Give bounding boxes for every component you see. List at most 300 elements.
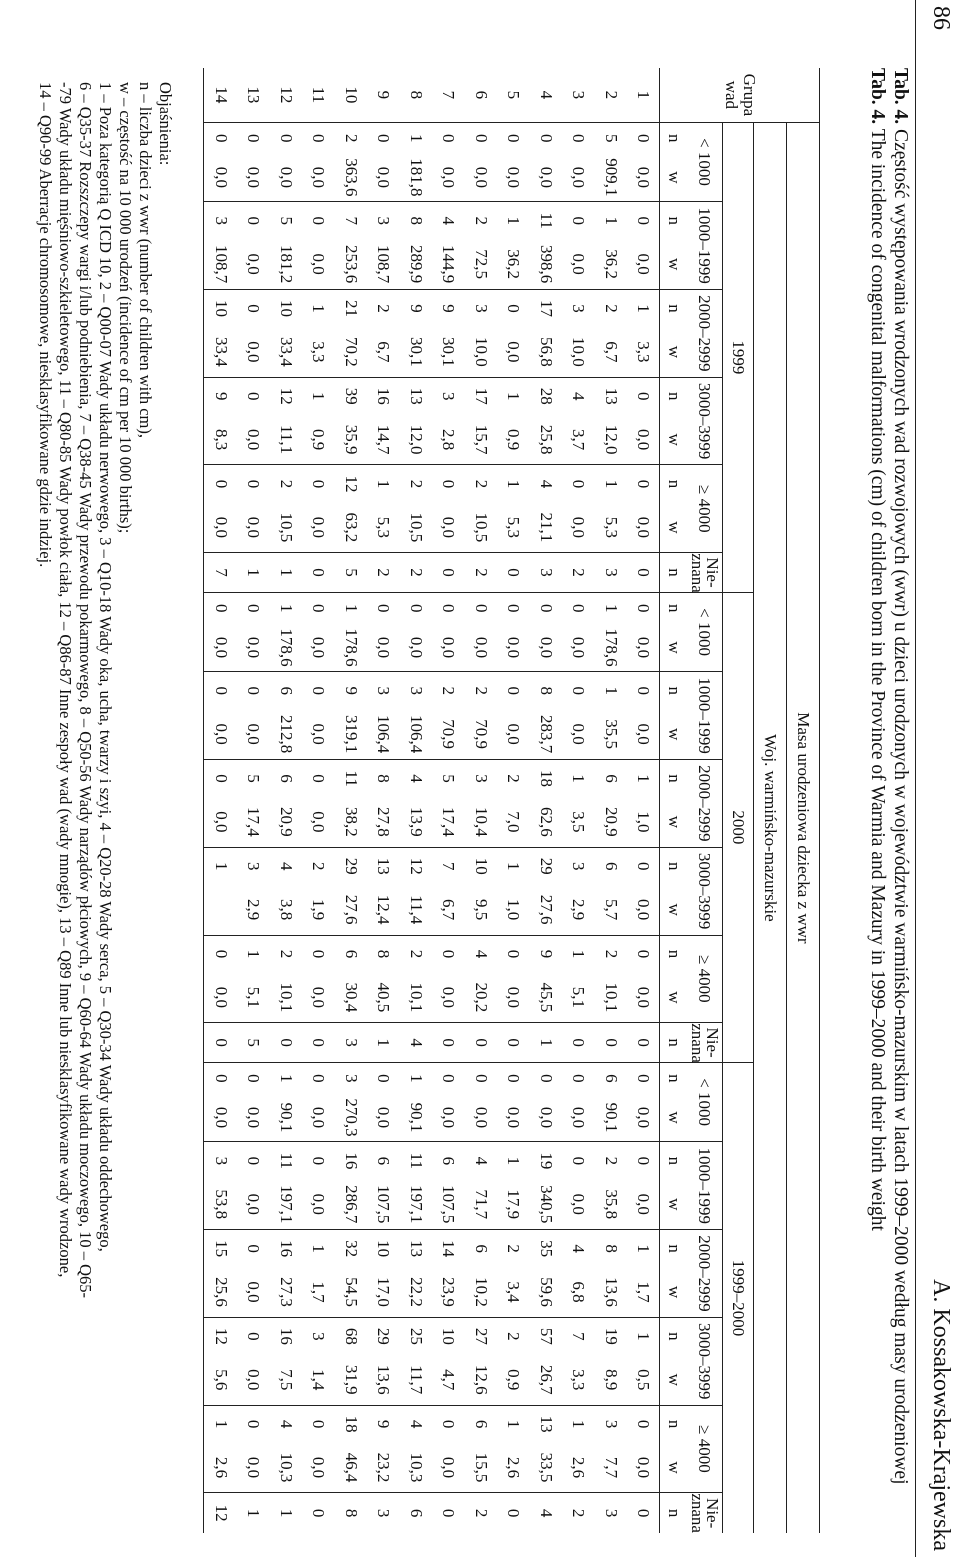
table-row	[530, 68, 563, 1533]
incidence-cell: 0,0	[244, 1193, 264, 1215]
count-cell: 6	[595, 847, 628, 885]
incidence-cell: 5,3	[374, 516, 394, 538]
incidence-cell: 0,9	[504, 428, 524, 451]
incidence-cell: 40,5	[374, 982, 394, 1013]
notes-title: Objaśnienia:	[156, 82, 175, 166]
incidence-cell: 0,0	[374, 166, 394, 189]
notes-n-definition: n – liczba dzieci z wwr (number of children with cm),	[136, 82, 155, 438]
count-cell: 19	[530, 1142, 563, 1180]
table-notes	[35, 82, 175, 1542]
count-cell: 0	[237, 122, 270, 153]
weight-class-header: 2000–2999	[688, 760, 723, 848]
count-cell: 0	[400, 592, 433, 623]
count-cell: 2	[270, 465, 303, 503]
incidence-cell: 178,6	[342, 628, 361, 667]
unknown-weight-header: Nie- znana	[688, 1493, 722, 1533]
count-cell: 6	[595, 760, 628, 798]
incidence-cell: 0,0	[439, 1456, 459, 1479]
count-cell: 3	[432, 377, 465, 415]
incidence-cell: 212,8	[277, 715, 296, 754]
count-cell: 9	[335, 672, 368, 710]
count-cell: 0	[237, 1062, 270, 1093]
incidence-cell: 8,3	[204, 415, 237, 465]
count-cell: 3	[367, 202, 400, 240]
count-cell: 4	[530, 465, 563, 503]
count-column-header: n	[660, 289, 688, 327]
count-cell: 0	[432, 465, 465, 503]
incidence-cell: 6,7	[439, 899, 459, 921]
incidence-cell: 0,0	[634, 1106, 654, 1129]
table-caption	[866, 68, 912, 1538]
count-cell: 1	[627, 1230, 660, 1268]
count-cell: 0	[562, 672, 595, 710]
count-cell: 8	[530, 672, 563, 710]
incidence-cell: 59,6	[537, 1277, 556, 1307]
incidence-cell: 23,9	[439, 1277, 459, 1307]
count-column-header: n	[660, 377, 688, 415]
incidence-cell: 107,5	[439, 1185, 459, 1224]
count-cell: 9	[400, 289, 433, 327]
incidence-column-header: w	[660, 503, 688, 553]
count-cell: 19	[595, 1317, 628, 1355]
incidence-cell: 283,7	[537, 715, 556, 754]
count-cell: 4	[562, 1230, 595, 1268]
count-cell: 0	[204, 1062, 237, 1093]
incidence-cell: 0,0	[634, 253, 654, 275]
incidence-cell: 0,0	[634, 1456, 654, 1479]
count-cell: 10	[270, 289, 303, 327]
notes-w-definition: w – częstość na 10 000 urodzeń (incidence of cm per 10 000 births);	[116, 82, 135, 534]
incidence-cell: 909,1	[602, 158, 621, 197]
incidence-cell: 46,4	[342, 1452, 361, 1483]
incidence-cell: 2,6	[504, 1456, 524, 1479]
count-cell: 9	[204, 377, 237, 415]
count-cell: 0	[465, 592, 498, 623]
incidence-cell: 3,7	[569, 428, 589, 451]
count-cell: 6	[465, 1230, 498, 1268]
incidence-cell: 0,0	[472, 166, 491, 189]
incidence-cell: 197,1	[277, 1185, 296, 1224]
unknown-count-cell: 0	[302, 553, 335, 593]
incidence-cell: 178,6	[277, 628, 296, 667]
count-cell: 2	[465, 672, 498, 710]
incidence-column-header: w	[660, 797, 688, 847]
incidence-cell: 289,9	[407, 244, 426, 284]
count-cell: 11	[270, 1142, 303, 1180]
count-cell: 0	[237, 1142, 270, 1180]
incidence-column-header: w	[660, 415, 688, 465]
count-cell: 29	[367, 1317, 400, 1355]
count-cell: 2	[367, 289, 400, 327]
incidence-cell: 0,0	[309, 723, 329, 745]
incidence-cell: 0,0	[277, 166, 296, 189]
count-cell: 5	[237, 760, 270, 798]
count-cell: 4	[270, 1405, 303, 1443]
incidence-cell: 10,5	[277, 512, 296, 543]
unknown-count-cell: 0	[627, 1023, 660, 1063]
incidence-cell: 7,0	[504, 811, 524, 833]
unknown-count-cell: 0	[302, 1023, 335, 1063]
incidence-cell: 0,0	[244, 341, 264, 363]
incidence-cell: 0,0	[439, 1106, 459, 1129]
incidence-table	[204, 68, 821, 1533]
incidence-cell: 71,7	[472, 1189, 491, 1220]
count-cell: 12	[335, 465, 368, 503]
count-cell: 2	[432, 672, 465, 710]
incidence-cell: 12,0	[407, 424, 426, 455]
count-cell: 0	[497, 935, 530, 973]
group-cell: 3	[569, 90, 589, 100]
incidence-cell: 21,1	[537, 512, 556, 543]
count-column-header: n	[660, 592, 688, 623]
incidence-cell: 363,6	[342, 158, 361, 197]
count-cell: 0	[562, 1142, 595, 1180]
weight-class-header: ≥ 4000	[688, 1405, 723, 1493]
count-cell: 1	[497, 847, 530, 885]
incidence-cell: 0,0	[309, 811, 329, 833]
count-cell: 0	[302, 760, 335, 798]
count-column-header: n	[660, 122, 688, 153]
incidence-column-header: w	[660, 239, 688, 289]
table-row	[595, 68, 628, 1533]
incidence-cell: 0,0	[204, 709, 237, 759]
count-cell: 0	[627, 1142, 660, 1180]
incidence-cell: 0,9	[309, 428, 329, 451]
unknown-count-cell: 0	[270, 1023, 303, 1063]
count-cell: 0	[627, 122, 660, 153]
year-header-1999: 1999	[723, 122, 754, 592]
count-cell: 39	[335, 377, 368, 415]
top-header: Masa urodzeniowa dziecka z wwr	[787, 122, 820, 1533]
incidence-cell: 319,1	[342, 715, 361, 754]
count-cell: 16	[270, 1317, 303, 1355]
incidence-cell: 0,0	[439, 986, 459, 1009]
incidence-cell: 10,3	[277, 1452, 296, 1483]
count-cell: 0	[237, 1230, 270, 1268]
group-cell: 10	[342, 86, 361, 104]
unknown-count-cell: 1	[237, 1493, 270, 1533]
count-cell: 13	[530, 1405, 563, 1443]
incidence-cell: 4,7	[439, 1369, 459, 1391]
unknown-count-cell: 2	[562, 1493, 595, 1533]
year-header-1999-2000: 1999–2000	[723, 1062, 754, 1533]
count-column-header: n	[660, 1405, 688, 1443]
incidence-cell: 17,4	[244, 807, 264, 837]
incidence-cell: 2,6	[569, 1456, 589, 1479]
incidence-column-header: w	[660, 1094, 688, 1142]
table-row	[432, 68, 465, 1533]
incidence-cell: 26,7	[537, 1364, 556, 1395]
incidence-cell: 286,7	[342, 1185, 361, 1224]
count-cell: 5	[595, 122, 628, 153]
group-cell: 14	[204, 68, 237, 122]
count-cell: 1	[595, 672, 628, 710]
incidence-column-header: w	[660, 327, 688, 377]
count-cell: 5	[432, 760, 465, 798]
unknown-count-cell: 12	[204, 1493, 237, 1533]
incidence-cell: 1,0	[634, 811, 654, 833]
count-cell: 0	[627, 1405, 660, 1443]
incidence-cell: 12,4	[374, 894, 394, 925]
count-cell: 0	[562, 122, 595, 153]
unknown-count-cell: 6	[400, 1493, 433, 1533]
incidence-cell: 53,8	[204, 1179, 237, 1229]
incidence-cell: 0,0	[634, 723, 654, 745]
weight-class-header: 1000–1999	[688, 1142, 723, 1230]
table-row	[204, 68, 237, 1533]
weight-class-header: < 1000	[688, 122, 723, 201]
table-wrapper	[204, 68, 821, 1533]
count-cell: 0	[627, 202, 660, 240]
incidence-cell: 0,0	[204, 503, 237, 553]
count-cell: 8	[367, 935, 400, 973]
unknown-weight-header: Nie- znana	[688, 1023, 722, 1063]
count-cell: 12	[204, 1317, 237, 1355]
count-cell: 1	[204, 847, 237, 885]
count-cell: 1	[627, 760, 660, 798]
count-cell: 9	[432, 289, 465, 327]
incidence-cell: 10,0	[472, 336, 491, 367]
count-cell: 0	[530, 122, 563, 153]
incidence-cell: 2,8	[439, 428, 459, 451]
incidence-cell: 70,9	[472, 719, 491, 750]
table-row	[302, 68, 335, 1533]
count-cell: 5	[270, 202, 303, 240]
incidence-cell: 0,0	[309, 253, 329, 275]
incidence-cell: 0,0	[504, 636, 524, 659]
incidence-cell: 0,0	[309, 1106, 329, 1129]
incidence-cell: 0,0	[204, 973, 237, 1023]
unknown-count-cell: 5	[237, 1023, 270, 1063]
count-column-header: n	[660, 935, 688, 973]
count-cell: 3	[465, 760, 498, 798]
incidence-cell: 0,0	[309, 166, 329, 189]
count-cell: 6	[335, 935, 368, 973]
count-cell: 17	[530, 289, 563, 327]
incidence-cell: 10,3	[407, 1452, 426, 1483]
count-cell: 0	[302, 465, 335, 503]
unknown-count-cell: 3	[595, 553, 628, 593]
incidence-cell: 178,6	[602, 628, 621, 667]
group-column-header: Grupa wad	[660, 68, 820, 122]
count-cell: 10	[465, 847, 498, 885]
incidence-cell: 0,0	[309, 1193, 329, 1215]
count-cell: 2	[595, 935, 628, 973]
incidence-cell	[204, 885, 237, 935]
incidence-cell: 10,5	[472, 512, 491, 543]
incidence-cell: 0,0	[634, 986, 654, 1009]
count-cell: 3	[335, 1062, 368, 1093]
incidence-cell: 5,1	[569, 986, 589, 1009]
incidence-cell: 5,3	[602, 516, 621, 538]
table-row	[237, 68, 270, 1533]
unknown-count-cell: 2	[400, 553, 433, 593]
incidence-cell: 0,0	[634, 166, 654, 189]
count-cell: 29	[335, 847, 368, 885]
count-cell: 1	[595, 465, 628, 503]
incidence-cell: 56,8	[537, 336, 556, 367]
incidence-cell: 33,5	[537, 1452, 556, 1483]
incidence-cell: 0,0	[204, 1094, 237, 1142]
incidence-cell: 5,7	[602, 899, 621, 921]
weight-class-header: 3000–3999	[688, 377, 723, 465]
incidence-cell: 90,1	[602, 1102, 621, 1133]
unknown-count-cell: 0	[302, 1493, 335, 1533]
incidence-cell: 35,5	[602, 719, 621, 750]
incidence-cell: 11,7	[407, 1365, 426, 1395]
incidence-cell: 0,0	[634, 636, 654, 659]
incidence-cell: 25,6	[204, 1267, 237, 1317]
incidence-cell: 0,0	[569, 1193, 589, 1215]
table-row	[627, 68, 660, 1533]
count-column-header: n	[660, 1142, 688, 1180]
count-cell: 11	[530, 202, 563, 240]
count-cell: 1	[367, 465, 400, 503]
incidence-cell: 0,0	[244, 636, 264, 659]
count-cell: 18	[335, 1405, 368, 1443]
incidence-cell: 0,0	[569, 1106, 589, 1129]
incidence-cell: 15,7	[472, 424, 491, 455]
count-cell: 2	[595, 1142, 628, 1180]
count-cell: 11	[400, 1142, 433, 1180]
count-cell: 0	[562, 202, 595, 240]
incidence-cell: 0,0	[439, 636, 459, 659]
count-cell: 13	[400, 1230, 433, 1268]
count-column-header: n	[660, 1023, 688, 1063]
count-cell: 0	[237, 202, 270, 240]
incidence-cell: 0,0	[244, 428, 264, 451]
page-number: 86	[928, 6, 954, 30]
incidence-cell: 0,0	[472, 636, 491, 659]
incidence-cell: 270,3	[342, 1098, 361, 1137]
count-cell: 0	[562, 1062, 595, 1093]
incidence-cell: 10,0	[569, 336, 589, 367]
weight-class-header: 2000–2999	[688, 1230, 723, 1318]
table-row	[497, 68, 530, 1533]
incidence-cell: 0,0	[309, 636, 329, 659]
incidence-cell: 30,4	[342, 982, 361, 1013]
incidence-cell: 0,0	[244, 1281, 264, 1303]
notes-groups-line-2: 6 – Q35-37 Rozszczepy wargi i/lub podniebienia, 7 – Q38-45 Wady przewodu pokarmowego, 8 – Q50-56 Wady narządów płciowych, 9 – Q60-64 Wady układu moczowego, 10 – Q65-	[76, 82, 95, 1298]
count-cell: 8	[595, 1230, 628, 1268]
incidence-cell: 13,9	[407, 807, 426, 837]
count-cell: 18	[530, 760, 563, 798]
incidence-cell: 12,6	[472, 1364, 491, 1395]
caption-polish	[889, 68, 912, 1538]
incidence-cell: 398,6	[537, 244, 556, 284]
incidence-cell: 45,5	[537, 982, 556, 1013]
unknown-count-cell: 0	[432, 1023, 465, 1063]
unknown-count-cell: 0	[627, 553, 660, 593]
count-cell: 2	[465, 202, 498, 240]
incidence-cell: 17,0	[374, 1277, 394, 1307]
incidence-cell: 0,0	[537, 1106, 556, 1129]
count-cell: 1	[627, 1317, 660, 1355]
count-cell: 6	[432, 1142, 465, 1180]
count-cell: 0	[465, 1062, 498, 1093]
incidence-cell: 14,7	[374, 424, 394, 455]
incidence-cell: 10,1	[407, 982, 426, 1013]
count-cell: 0	[497, 289, 530, 327]
province-header: Woj. warmińsko-mazurskie	[754, 122, 787, 1533]
incidence-cell: 0,0	[244, 1456, 264, 1479]
incidence-cell: 0,0	[407, 636, 426, 659]
count-cell: 1	[562, 760, 595, 798]
count-column-header: n	[660, 1317, 688, 1355]
incidence-cell: 72,5	[472, 249, 491, 279]
count-cell: 29	[530, 847, 563, 885]
count-cell: 0	[432, 935, 465, 973]
unknown-count-cell: 3	[367, 1493, 400, 1533]
incidence-cell: 0,0	[309, 986, 329, 1009]
count-column-header: n	[660, 1062, 688, 1093]
incidence-cell: 0,0	[472, 1106, 491, 1129]
incidence-cell: 0,0	[634, 899, 654, 921]
incidence-cell: 22,2	[407, 1277, 426, 1307]
count-column-header: n	[660, 1230, 688, 1268]
unknown-count-cell: 1	[530, 1023, 563, 1063]
count-cell: 2	[497, 1230, 530, 1268]
unknown-count-cell: 0	[204, 1023, 237, 1063]
incidence-cell: 5,3	[504, 516, 524, 538]
incidence-cell: 0,0	[309, 516, 329, 538]
unknown-count-cell: 7	[204, 553, 237, 593]
incidence-cell: 20,9	[277, 807, 296, 837]
incidence-cell: 6,7	[374, 341, 394, 363]
count-cell: 6	[465, 1405, 498, 1443]
unknown-count-cell: 0	[497, 1493, 530, 1533]
count-cell: 28	[530, 377, 563, 415]
group-cell: 13	[244, 86, 264, 104]
count-cell: 0	[237, 592, 270, 623]
count-cell: 0	[627, 672, 660, 710]
count-cell: 1	[497, 465, 530, 503]
incidence-cell: 3,3	[634, 341, 654, 363]
count-cell: 2	[270, 935, 303, 973]
incidence-cell: 106,4	[407, 715, 426, 754]
count-cell: 0	[497, 122, 530, 153]
incidence-cell: 1,0	[504, 899, 524, 921]
count-cell: 17	[465, 377, 498, 415]
count-cell: 0	[497, 592, 530, 623]
running-head	[915, 0, 960, 1557]
count-cell: 1	[270, 1062, 303, 1093]
incidence-cell: 0,0	[569, 636, 589, 659]
incidence-cell: 20,2	[472, 982, 491, 1013]
count-cell: 3	[204, 202, 237, 240]
incidence-cell: 27,6	[342, 894, 361, 925]
count-cell: 0	[237, 1317, 270, 1355]
unknown-count-cell: 1	[270, 553, 303, 593]
weight-class-header: ≥ 4000	[688, 935, 723, 1023]
incidence-cell: 11,1	[277, 425, 296, 455]
incidence-cell: 0,0	[204, 797, 237, 847]
count-cell: 7	[562, 1317, 595, 1355]
unknown-count-cell: 3	[530, 553, 563, 593]
count-cell: 0	[562, 592, 595, 623]
incidence-cell: 2,9	[244, 899, 264, 921]
count-cell: 1	[562, 1405, 595, 1443]
count-cell: 0	[237, 377, 270, 415]
incidence-cell: 33,4	[204, 327, 237, 377]
incidence-cell: 0,0	[204, 624, 237, 672]
incidence-cell: 6,7	[602, 341, 621, 363]
count-cell: 12	[270, 377, 303, 415]
count-cell: 0	[367, 122, 400, 153]
count-cell: 3	[367, 672, 400, 710]
incidence-cell: 2,6	[204, 1443, 237, 1493]
count-cell: 0	[432, 1405, 465, 1443]
